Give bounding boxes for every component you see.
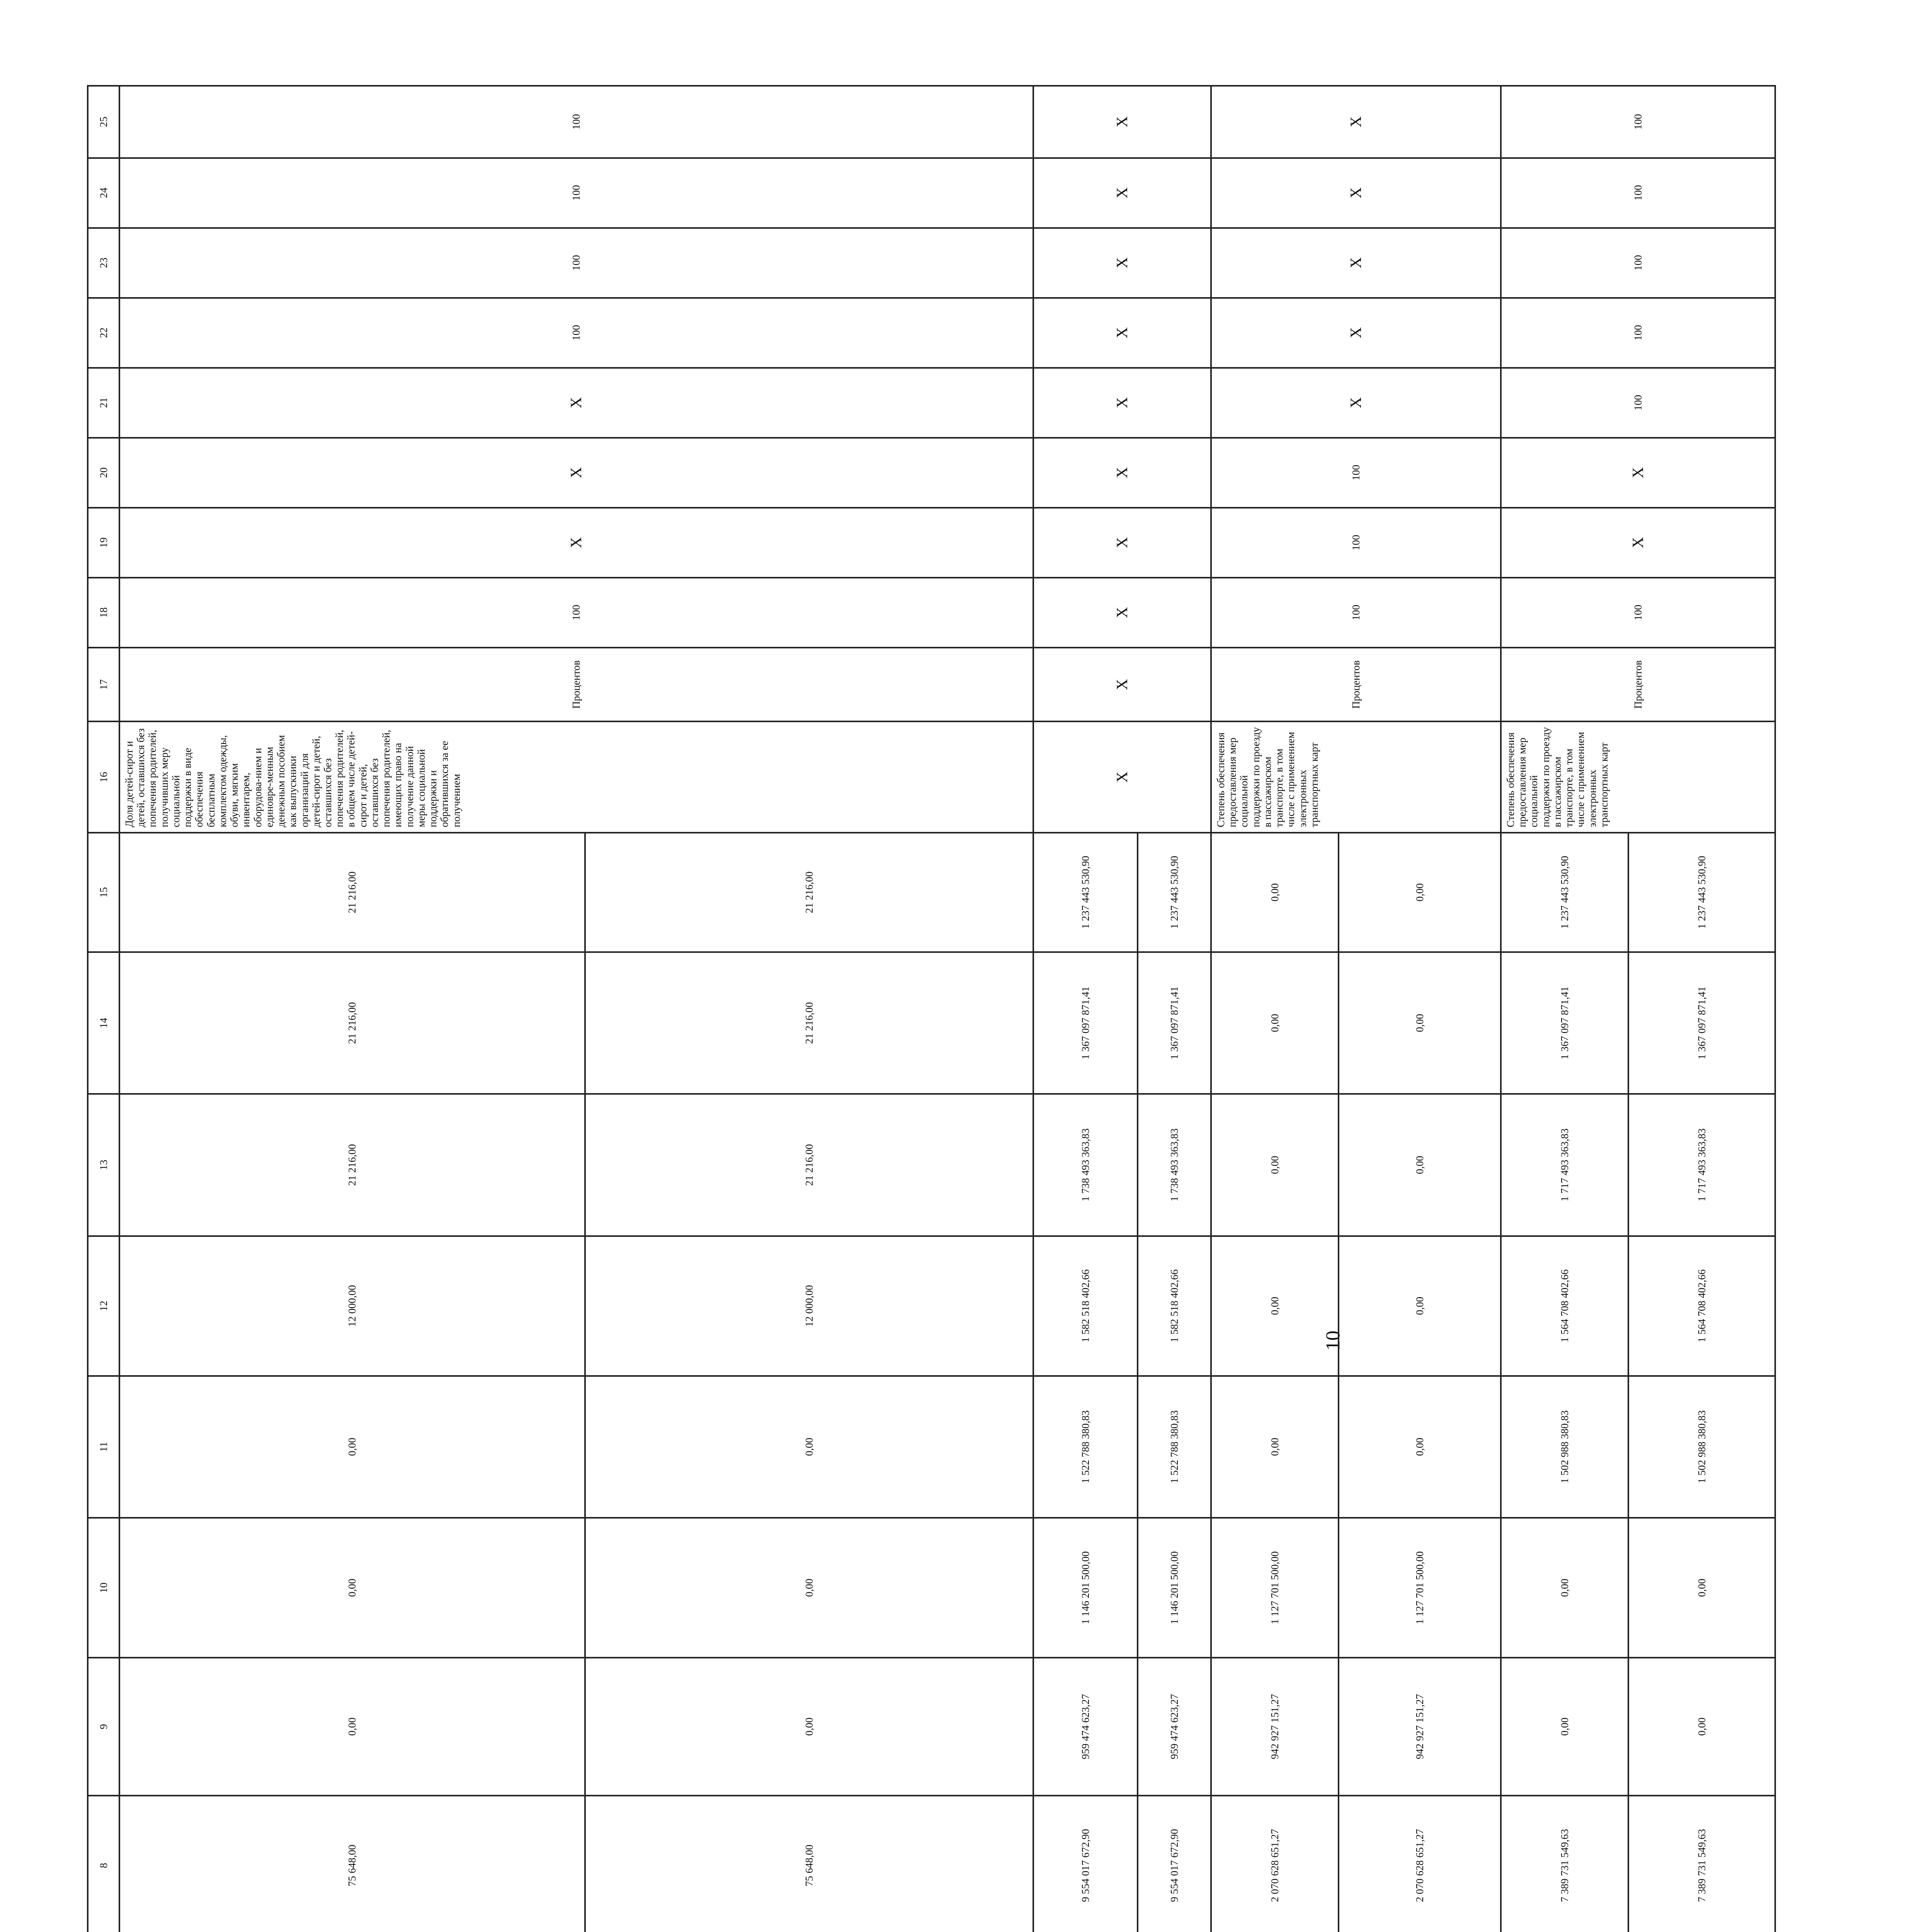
amount: 21 216,00 [119,833,585,952]
amount: 1 367 097 871,41 [1501,952,1628,1094]
amount: 1 367 097 871,41 [1628,952,1775,1094]
amount: 7 389 731 549,63 [1501,1796,1628,1932]
amount: 1 146 201 500,00 [1138,1518,1211,1658]
amount: 0,00 [585,1376,1033,1518]
col-num: 12 [88,1236,119,1376]
year-value: 100 [119,86,1033,158]
amount: 1 146 201 500,00 [1033,1518,1138,1658]
amount: 21 216,00 [585,1094,1033,1236]
col-num: 16 [88,721,119,833]
year-value: X [1501,508,1775,578]
col-num: 25 [88,86,119,158]
col-num: 24 [88,158,119,228]
amount: 21 216,00 [585,952,1033,1094]
col-num: 9 [88,1658,119,1796]
amount: 1 237 443 530,90 [1033,833,1138,952]
table-row [1501,86,1628,1932]
amount: 1 564 708 402,66 [1501,1236,1628,1376]
amount: 0,00 [1211,1094,1339,1236]
amount: 0,00 [1339,1376,1501,1518]
indicator-name: Доля детей-сирот и детей, оставшихся без попечения родителей, получивших меру социальной поддержки в виде обеспечения бесплатным комплектом одежды, обуви, мягким инвентарем, оборудова-нием и единовре-менным денежным пособием как выпускники организаций для детей-сирот и детей, оставшихся без попечения родителей, в общем числе детей-сирот и детей, оставшихся без попечения родителей, имеющих право на получение данной меры социальной поддержки и обратившихся за ее получением [119,721,1033,833]
year-value: 100 [119,228,1033,298]
amount: 0,00 [119,1518,585,1658]
year-value: X [119,368,1033,438]
year-value: X [1211,298,1501,368]
amount: 75 648,00 [585,1796,1033,1932]
amount: 7 389 731 549,63 [1628,1796,1775,1932]
amount: 0,00 [1628,1658,1775,1796]
amount: 2 070 628 651,27 [1339,1796,1501,1932]
year-value: 100 [1501,228,1775,298]
amount: 942 927 151,27 [1339,1658,1501,1796]
amount: 12 000,00 [119,1236,585,1376]
amount: 1 237 443 530,90 [1628,833,1775,952]
col-num: 19 [88,508,119,578]
unit: Процентов [1501,648,1775,722]
program-table [87,85,1776,1932]
year-value: X [1211,228,1501,298]
col-num: 13 [88,1094,119,1236]
col-num: 8 [88,1796,119,1932]
amount: 0,00 [1211,1376,1339,1518]
year-value: X [1211,86,1501,158]
amount: 1 738 493 363,83 [1033,1094,1138,1236]
amount: 1 582 518 402,66 [1033,1236,1138,1376]
col-num: 14 [88,952,119,1094]
amount: 0,00 [1211,1236,1339,1376]
amount: 959 474 623,27 [1138,1658,1211,1796]
amount: 2 070 628 651,27 [1211,1796,1339,1932]
amount: 0,00 [1339,833,1501,952]
year-value: 100 [1211,578,1501,648]
amount: 1 367 097 871,41 [1138,952,1211,1094]
col-num: 18 [88,578,119,648]
amount: 0,00 [1339,952,1501,1094]
col-num: 17 [88,648,119,722]
year-value: 100 [1501,578,1775,648]
amount: 0,00 [1501,1518,1628,1658]
amount: 1 564 708 402,66 [1628,1236,1775,1376]
rotated-table-wrapper [87,85,1745,1932]
amount: 12 000,00 [585,1236,1033,1376]
indicator-name: X [1033,721,1211,833]
amount: 959 474 623,27 [1033,1658,1138,1796]
col-num: 20 [88,438,119,508]
year-value: X [119,508,1033,578]
year-value: X [1033,578,1211,648]
indicator-name: Степень обеспечения предоставления мер социальной поддержки по проезду в пассажирском транспорте, в том числе с применением электронных транспортных карт [1501,721,1775,833]
amount: 1 582 518 402,66 [1138,1236,1211,1376]
amount: 21 216,00 [119,952,585,1094]
column-number-row [88,86,119,1932]
col-num: 11 [88,1376,119,1518]
amount: 1 237 443 530,90 [1138,833,1211,952]
year-value: X [1033,508,1211,578]
col-num: 10 [88,1518,119,1658]
amount: 1 522 788 380,83 [1138,1376,1211,1518]
amount: 0,00 [1339,1094,1501,1236]
unit: Процентов [119,648,1033,722]
year-value: 100 [1501,158,1775,228]
amount: 9 554 017 672,90 [1138,1796,1211,1932]
year-value: X [1211,368,1501,438]
year-value: 100 [1501,368,1775,438]
amount: 0,00 [1339,1236,1501,1376]
table-row [1211,86,1339,1932]
amount: 1 367 097 871,41 [1033,952,1138,1094]
indicator-name: Степень обеспечения предоставления мер социальной поддержки по проезду в пассажирском транспорте, в том числе с применением электронных транспортных карт [1211,721,1501,833]
amount: 0,00 [585,1518,1033,1658]
amount: 75 648,00 [119,1796,585,1932]
year-value: 100 [119,578,1033,648]
year-value: X [119,438,1033,508]
amount: 21 216,00 [119,1094,585,1236]
amount: 0,00 [1501,1658,1628,1796]
year-value: X [1033,86,1211,158]
amount: 1 738 493 363,83 [1138,1094,1211,1236]
unit: Процентов [1211,648,1501,722]
col-num: 15 [88,833,119,952]
table-row [1033,86,1138,1932]
unit: X [1033,648,1211,722]
amount: 0,00 [119,1376,585,1518]
year-value: X [1033,228,1211,298]
amount: 0,00 [1628,1518,1775,1658]
year-value: 100 [119,158,1033,228]
amount: 1 127 701 500,00 [1339,1518,1501,1658]
year-value: X [1033,298,1211,368]
amount: 21 216,00 [585,833,1033,952]
amount: 0,00 [119,1658,585,1796]
amount: 0,00 [585,1658,1033,1796]
year-value: 100 [1501,86,1775,158]
year-value: 100 [119,298,1033,368]
year-value: 100 [1501,298,1775,368]
amount: 942 927 151,27 [1211,1658,1339,1796]
year-value: X [1501,438,1775,508]
amount: 1 522 788 380,83 [1033,1376,1138,1518]
year-value: X [1211,158,1501,228]
amount: 9 554 017 672,90 [1033,1796,1138,1932]
year-value: X [1033,438,1211,508]
amount: 1 502 988 380,83 [1501,1376,1628,1518]
col-num: 21 [88,368,119,438]
amount: 1 717 493 363,83 [1628,1094,1775,1236]
year-value: 100 [1211,438,1501,508]
col-num: 23 [88,228,119,298]
amount: 0,00 [1211,952,1339,1094]
amount: 1 717 493 363,83 [1501,1094,1628,1236]
year-value: X [1033,158,1211,228]
amount: 0,00 [1211,833,1339,952]
amount: 1 127 701 500,00 [1211,1518,1339,1658]
amount: 1 237 443 530,90 [1501,833,1628,952]
col-num: 22 [88,298,119,368]
year-value: X [1033,368,1211,438]
year-value: 100 [1211,508,1501,578]
table-row [119,86,585,1932]
amount: 1 502 988 380,83 [1628,1376,1775,1518]
page-number: 10 [1322,1330,1344,1351]
